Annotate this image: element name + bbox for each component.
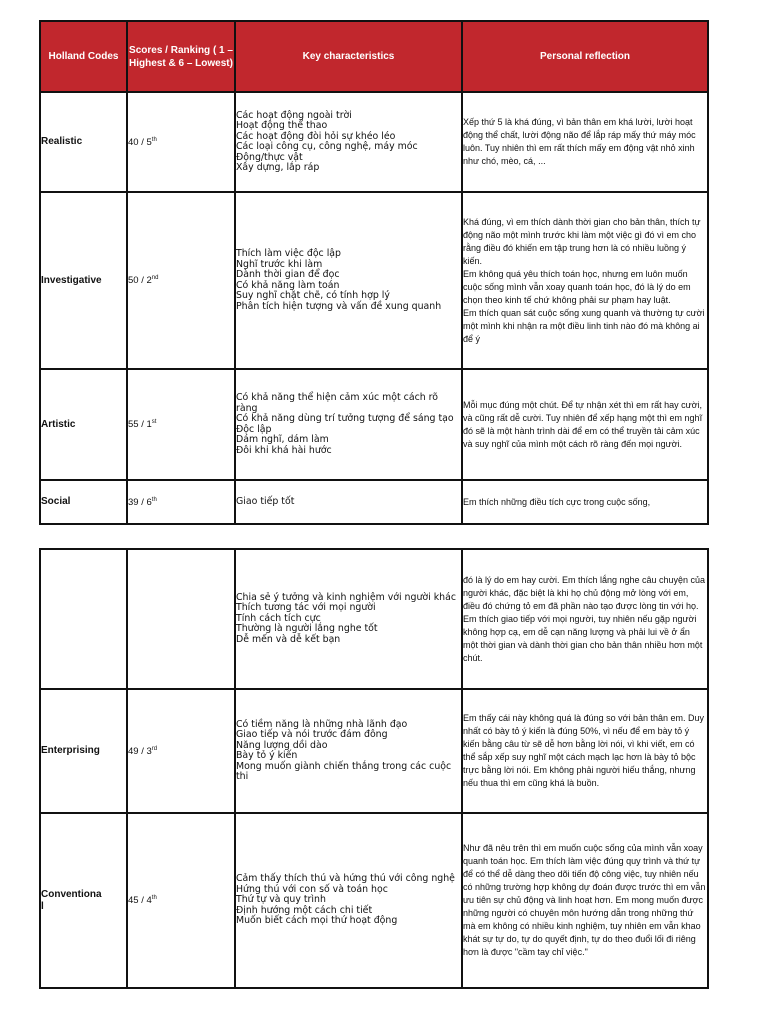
row-social-continued bbox=[40, 549, 708, 689]
header-scores-ranking: Scores / Ranking ( 1 –Highest & 6 – Lowest) bbox=[127, 21, 235, 92]
holland-code: Social bbox=[40, 480, 127, 524]
row-social bbox=[40, 480, 708, 524]
header-key-characteristics: Key characteristics bbox=[235, 21, 462, 92]
key-characteristics: Có tiềm năng là những nhà lãnh đạo Giao tiếp và nói trước đám đông Năng lượng dồi dào Bày tỏ ý kiến Mong muốn giành chiến thắng trong các cuộc thi bbox=[235, 689, 462, 813]
personal-reflection: Như đã nêu trên thì em muốn cuộc sống của mình vẫn xoay quanh toán học. Em thích làm việc đúng quy trình và thứ tự để có thể dễ dàng theo dõi tiến độ công việc, tuy nhiên nếu có những trường hợp không dự đoán được trước thì em vẫn ưu tiên sự chủ động và linh hoạt hơn. Em mong muốn được những người có chuyên môn hướng dẫn trong những thứ mà em không có nhiều kinh nghiệm, tuy nhiên em vẫn khao khát sự tự do, tự do quyết định, tự do theo đuổi lối đi riêng hơn là được "cầm tay chỉ việc." bbox=[462, 813, 708, 988]
score-ranking: 55 / 1st bbox=[127, 369, 235, 480]
holland-code bbox=[40, 549, 127, 689]
row-conventional bbox=[40, 813, 708, 988]
row-investigative bbox=[40, 192, 708, 369]
key-characteristics: Cảm thấy thích thú và hứng thú với công nghệ Hứng thú với con số và toán học Thứ tự và quy trình Định hướng một cách chi tiết Muốn biết cách mọi thứ hoạt động bbox=[235, 813, 462, 988]
holland-code: Realistic bbox=[40, 92, 127, 192]
score-ranking: 50 / 2nd bbox=[127, 192, 235, 369]
holland-code: Investigative bbox=[40, 192, 127, 369]
key-characteristics: Giao tiếp tốt bbox=[235, 480, 462, 524]
score-ranking: 49 / 3rd bbox=[127, 689, 235, 813]
score-ranking: 40 / 5th bbox=[127, 92, 235, 192]
holland-table-part-1 bbox=[39, 20, 709, 525]
holland-code: Artistic bbox=[40, 369, 127, 480]
header-row bbox=[40, 21, 708, 92]
score-ranking: 45 / 4th bbox=[127, 813, 235, 988]
personal-reflection: Xếp thứ 5 là khá đúng, vì bản thân em khá lười, lười hoạt động thể chất, lười động não để lắp ráp mấy thứ máy móc luôn. Tuy nhiên thì em rất thích mấy em động vật nhỏ xinh như chó, mèo, cá, ... bbox=[462, 92, 708, 192]
personal-reflection: đó là lý do em hay cười. Em thích lắng nghe câu chuyện của người khác, đặc biệt là khi họ chủ động mở lòng với em, điều đó chứng tỏ em đã phần nào tạo được lòng tin với họ. Em thích giao tiếp với mọi người, tuy nhiên nếu gặp người không hợp cạ, em dễ cạn năng lượng và phải lui về ở ẩn một thời gian và dành thời gian cho bản thân nhiều hơn một chút. bbox=[462, 549, 708, 689]
personal-reflection: Em thấy cái này không quá là đúng so với bản thân em. Duy nhất có bày tỏ ý kiến là đúng 50%, vì nếu để em bày tỏ ý kiến bằng câu từ sẽ dễ hơn bằng lời nói, vì khi viết, em có thể sắp xếp suy nghĩ một cách mạch lạc hơn là bày tỏ bộc trực bằng lời nói. Em không phải người hiếu thắng, nhưng nếu thua thì em cũng khá là buồn. bbox=[462, 689, 708, 813]
personal-reflection: Mỗi mục đúng một chút. Để tự nhận xét thì em rất hay cười, và cũng rất dễ cười. Tuy nhiên để xếp hạng một thì em nghĩ đó sẽ là một hành trình dài để em có thể truyền tải cảm xúc và suy nghĩ của mình một cách rõ ràng đến mọi người. bbox=[462, 369, 708, 480]
score-ranking: 39 / 6th bbox=[127, 480, 235, 524]
key-characteristics: Thích làm việc độc lập Nghĩ trước khi làm Dành thời gian để đọc Có khả năng làm toán Suy nghĩ chặt chẽ, có tính hợp lý Phân tích hiện tượng và vấn đề xung quanh bbox=[235, 192, 462, 369]
holland-code: Conventiona l bbox=[40, 813, 127, 988]
personal-reflection: Khá đúng, vì em thích dành thời gian cho bản thân, thích tự động não một mình trước khi làm một việc gì đó vì em cho rằng điều đó khiến em tập trung hơn là có nhiều luồng ý kiến. Em không quá yêu thích toán học, nhưng em luôn muốn cuộc sống mình vẫn xoay quanh toán học, đó là lý do em chọn theo kinh tế chứ không phải sư phạm hay luật. Em thích quan sát cuộc sống xung quanh và thường tự cười một mình khi nhận ra một điều linh tinh nào đó mà không ai để ý bbox=[462, 192, 708, 369]
key-characteristics: Các hoạt động ngoài trời Hoạt động thể thao Các hoạt động đòi hỏi sự khéo léo Các loại công cụ, công nghệ, máy móc Động/thực vật Xây dựng, lắp ráp bbox=[235, 92, 462, 192]
header-holland-codes: Holland Codes bbox=[40, 21, 127, 92]
holland-code: Enterprising bbox=[40, 689, 127, 813]
score-ranking bbox=[127, 549, 235, 689]
header-personal-reflection: Personal reflection bbox=[462, 21, 708, 92]
key-characteristics: Chia sẻ ý tưởng và kinh nghiệm với người khác Thích tương tác với mọi người Tính cách tích cực Thường là người lắng nghe tốt Dễ mến và dễ kết bạn bbox=[235, 549, 462, 689]
row-artistic bbox=[40, 369, 708, 480]
key-characteristics: Có khả năng thể hiện cảm xúc một cách rõ ràng Có khả năng dùng trí tưởng tượng để sáng tạo Độc lập Dám nghĩ, dám làm Đôi khi khá hài hước bbox=[235, 369, 462, 480]
holland-table-part-2 bbox=[39, 548, 709, 989]
personal-reflection: Em thích những điều tích cực trong cuộc sống, bbox=[462, 480, 708, 524]
row-enterprising bbox=[40, 689, 708, 813]
row-realistic bbox=[40, 92, 708, 192]
